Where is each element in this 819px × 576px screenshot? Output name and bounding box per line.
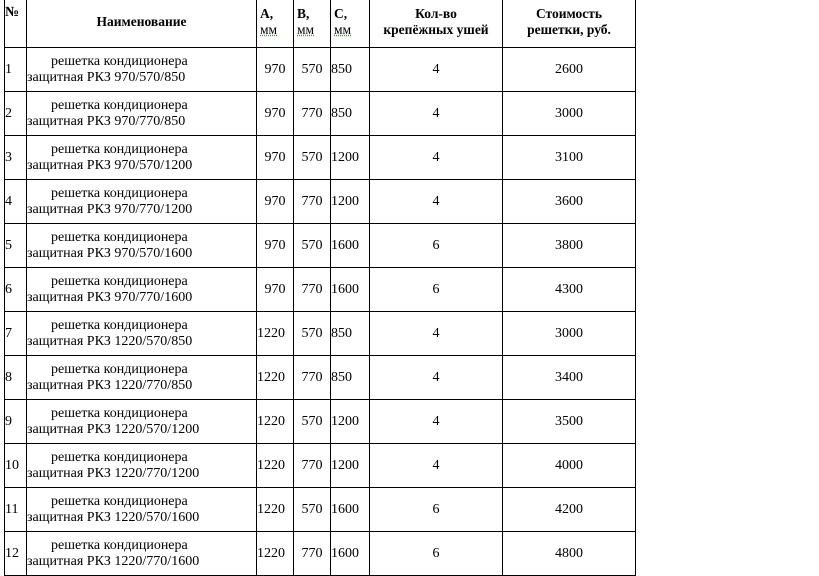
cell-name-line1: решетка кондиционера: [51, 185, 188, 201]
cell-ears: 4: [370, 312, 503, 356]
header-dim-c-unit: мм: [334, 22, 352, 37]
cell-dim-b: 770: [294, 92, 331, 136]
cell-dim-c: 850: [331, 356, 370, 400]
cell-name-line1: решетка кондиционера: [51, 97, 188, 113]
cell-name-line1: решетка кондиционера: [51, 141, 188, 157]
cell-dim-c: 1600: [331, 268, 370, 312]
cell-dim-b: 770: [294, 532, 331, 576]
cell-name-line2: защитная РКЗ 970/770/850: [27, 113, 186, 129]
cell-dim-b: 770: [294, 356, 331, 400]
cell-dim-a: 970: [257, 136, 294, 180]
cell-name-line1: решетка кондиционера: [51, 405, 188, 421]
cell-ears: 4: [370, 48, 503, 92]
cell-price: 4800: [503, 532, 636, 576]
cell-price: 3500: [503, 400, 636, 444]
header-ears: [370, 0, 503, 48]
cell-dim-b: 770: [294, 444, 331, 488]
cell-ears: 4: [370, 444, 503, 488]
header-name: Наименование: [27, 0, 257, 48]
cell-number: 6: [5, 268, 27, 312]
cell-number: 11: [5, 488, 27, 532]
cell-number: 7: [5, 312, 27, 356]
cell-name-line2: защитная РКЗ 970/570/1600: [27, 245, 193, 261]
header-ears-line2: крепёжных ушей: [383, 22, 489, 37]
table-row: [5, 444, 636, 488]
cell-ears: 4: [370, 356, 503, 400]
cell-dim-b: 770: [294, 180, 331, 224]
cell-name: [27, 136, 257, 180]
header-dim-b-letter: В,: [297, 6, 310, 21]
cell-name-line2: защитная РКЗ 970/770/1600: [27, 289, 193, 305]
cell-name-line2: защитная РКЗ 1220/570/1600: [27, 509, 200, 525]
cell-price: 4300: [503, 268, 636, 312]
cell-dim-b: 570: [294, 136, 331, 180]
cell-ears: 6: [370, 532, 503, 576]
cell-name-line1: решетка кондиционера: [51, 229, 188, 245]
header-ears-line1: Кол-во: [415, 6, 457, 21]
header-dim-b: [294, 0, 331, 48]
cell-dim-a: 970: [257, 92, 294, 136]
table-row: [5, 180, 636, 224]
cell-dim-a: 970: [257, 224, 294, 268]
table-row: [5, 488, 636, 532]
cell-name: [27, 400, 257, 444]
cell-name-line1: решетка кондиционера: [51, 537, 188, 553]
cell-dim-a: 1220: [257, 532, 294, 576]
cell-name-line2: защитная РКЗ 970/770/1200: [27, 201, 193, 217]
cell-number: 3: [5, 136, 27, 180]
header-dim-a-unit: мм: [260, 22, 278, 37]
cell-ears: 4: [370, 400, 503, 444]
cell-name-line2: защитная РКЗ 970/570/850: [27, 69, 186, 85]
cell-name-line1: решетка кондиционера: [51, 273, 188, 289]
cell-name: [27, 356, 257, 400]
table-body: [5, 48, 636, 576]
cell-dim-c: 850: [331, 92, 370, 136]
cell-name-line1: решетка кондиционера: [51, 493, 188, 509]
cell-price: 3600: [503, 180, 636, 224]
header-dim-a: [257, 0, 294, 48]
cell-number: 10: [5, 444, 27, 488]
header-cost: [503, 0, 636, 48]
cell-number: 8: [5, 356, 27, 400]
cell-dim-b: 570: [294, 312, 331, 356]
cell-price: 3000: [503, 312, 636, 356]
cell-name-line2: защитная РКЗ 1220/770/850: [27, 377, 193, 393]
header-row: [5, 0, 636, 48]
cell-name: [27, 48, 257, 92]
cell-name: [27, 268, 257, 312]
cell-price: 3100: [503, 136, 636, 180]
header-cost-line1: Стоимость: [535, 6, 603, 21]
cell-dim-a: 1220: [257, 356, 294, 400]
cell-price: 4200: [503, 488, 636, 532]
cell-name: [27, 488, 257, 532]
cell-dim-c: 1200: [331, 400, 370, 444]
table-row: [5, 92, 636, 136]
cell-name: [27, 224, 257, 268]
table-row: [5, 48, 636, 92]
table-row: [5, 136, 636, 180]
cell-price: 3400: [503, 356, 636, 400]
cell-number: 9: [5, 400, 27, 444]
header-number: №: [5, 0, 27, 48]
cell-dim-a: 1220: [257, 312, 294, 356]
cell-ears: 4: [370, 180, 503, 224]
cell-number: 5: [5, 224, 27, 268]
cell-ears: 6: [370, 224, 503, 268]
cell-name-line1: решетка кондиционера: [51, 53, 188, 69]
header-dim-b-unit: мм: [297, 22, 315, 37]
cell-dim-a: 970: [257, 180, 294, 224]
cell-name: [27, 92, 257, 136]
cell-dim-c: 1200: [331, 136, 370, 180]
cell-price: 3800: [503, 224, 636, 268]
cell-dim-b: 570: [294, 488, 331, 532]
cell-dim-a: 970: [257, 48, 294, 92]
cell-dim-a: 970: [257, 268, 294, 312]
table-row: [5, 356, 636, 400]
price-table: [4, 0, 636, 576]
cell-name-line2: защитная РКЗ 1220/570/850: [27, 333, 193, 349]
cell-dim-c: 1600: [331, 488, 370, 532]
header-dim-c: [331, 0, 370, 48]
cell-ears: 4: [370, 136, 503, 180]
cell-name-line2: защитная РКЗ 1220/570/1200: [27, 421, 200, 437]
table-header: [5, 0, 636, 48]
cell-dim-b: 570: [294, 224, 331, 268]
cell-dim-c: 850: [331, 48, 370, 92]
cell-dim-c: 1600: [331, 224, 370, 268]
cell-name-line2: защитная РКЗ 1220/770/1200: [27, 465, 200, 481]
cell-name-line2: защитная РКЗ 970/570/1200: [27, 157, 193, 173]
header-dim-c-letter: С,: [334, 6, 348, 21]
cell-name-line1: решетка кондиционера: [51, 449, 188, 465]
cell-number: 12: [5, 532, 27, 576]
cell-dim-b: 770: [294, 268, 331, 312]
cell-ears: 6: [370, 268, 503, 312]
cell-dim-a: 1220: [257, 488, 294, 532]
table-row: [5, 268, 636, 312]
table-row: [5, 400, 636, 444]
table-row: [5, 224, 636, 268]
table-row: [5, 312, 636, 356]
cell-dim-c: 1200: [331, 180, 370, 224]
cell-price: 3000: [503, 92, 636, 136]
cell-name: [27, 312, 257, 356]
cell-name-line1: решетка кондиционера: [51, 361, 188, 377]
table-row: [5, 532, 636, 576]
cell-number: 2: [5, 92, 27, 136]
cell-name-line1: решетка кондиционера: [51, 317, 188, 333]
header-dim-a-letter: А,: [260, 6, 274, 21]
cell-ears: 6: [370, 488, 503, 532]
cell-number: 1: [5, 48, 27, 92]
cell-price: 2600: [503, 48, 636, 92]
cell-price: 4000: [503, 444, 636, 488]
cell-dim-a: 1220: [257, 400, 294, 444]
cell-dim-b: 570: [294, 400, 331, 444]
cell-dim-c: 1600: [331, 532, 370, 576]
header-cost-line2: решетки, руб.: [527, 22, 611, 37]
cell-dim-c: 1200: [331, 444, 370, 488]
cell-ears: 4: [370, 92, 503, 136]
cell-dim-a: 1220: [257, 444, 294, 488]
cell-dim-b: 570: [294, 48, 331, 92]
cell-name: [27, 180, 257, 224]
cell-dim-c: 850: [331, 312, 370, 356]
cell-number: 4: [5, 180, 27, 224]
cell-name: [27, 444, 257, 488]
cell-name-line2: защитная РКЗ 1220/770/1600: [27, 553, 200, 569]
cell-name: [27, 532, 257, 576]
